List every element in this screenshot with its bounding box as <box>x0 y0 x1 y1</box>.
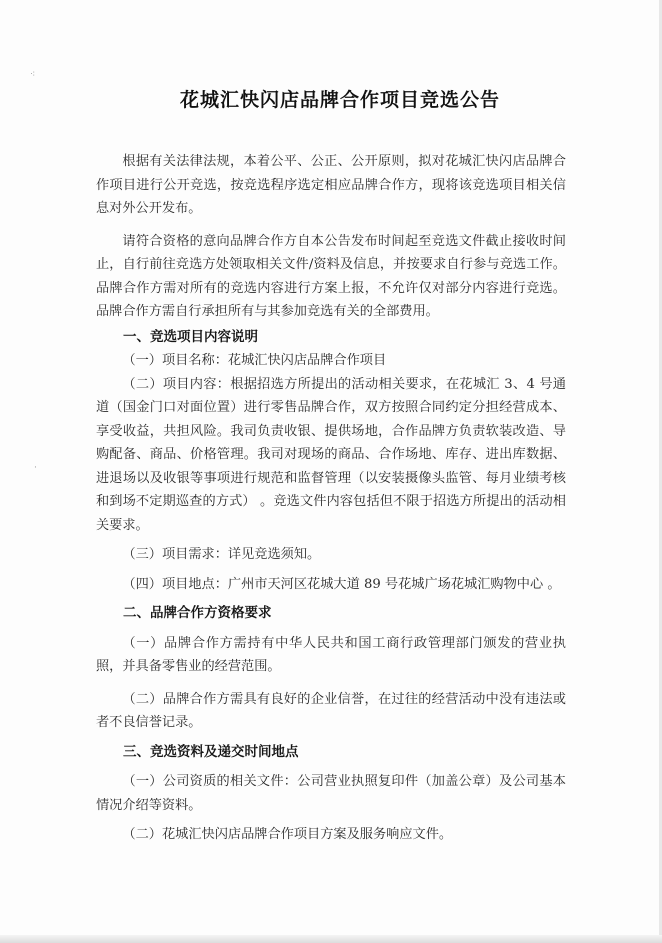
item-project-content: （二）项目内容：根据招选方所提出的活动相关要求，在花城汇 3、4 号通道（国金门口对面位置）进行零售品牌合作，双方按照合同约定分担经营成本、享受收益，共担风险。我司负责收银、提供场地，合作品牌方负责软装改造、导购配备、商品、价格管理。我司对现场的商品、合作场地、库存、进出库数据、进退场以及收银等事项进行规范和监督管理（以安装摄像头监管、每月业绩考核和到场不定期巡查的方式） 。竞选文件内容包括但不限于招选方所提出的活动相关要求。 <box>96 376 566 533</box>
document-body <box>96 150 566 847</box>
item-qualification-credit: （二）品牌合作方需具有良好的企业信誉，在过往的经营活动中没有违法或者不良信誉记录。 <box>96 691 566 730</box>
section-heading-2: 二、品牌合作方资格要求 <box>123 605 272 621</box>
paragraph-intro: 根据有关法律法规，本着公平、公正、公开原则，拟对花城汇快闪店品牌合作项目进行公开竞选，按竞选程序选定相应品牌合作方，现将该竞选项目相关信息对外公开发布。 <box>96 154 566 216</box>
item-project-location: （四）项目地点：广州市天河区花城大道 89 号花城广场花城汇购物中心 。 <box>122 576 561 592</box>
document-title: 花城汇快闪店品牌合作项目竞选公告 <box>179 89 500 111</box>
item-qualification-license: （一）品牌合作方需持有中华人民共和国工商行政管理部门颁发的营业执照，并具备零售业的经营范围。 <box>96 635 566 674</box>
section-heading-3: 三、竞选资料及递交时间地点 <box>123 743 299 760</box>
item-materials-documents: （一）公司资质的相关文件：公司营业执照复印件（加盖公章）及公司基本情况介绍等资料。 <box>96 774 566 813</box>
item-project-name: （一）项目名称：花城汇快闪店品牌合作项目 <box>122 353 387 368</box>
scan-speck: · <box>34 463 37 473</box>
page-bottom-edge <box>0 935 662 943</box>
paragraph-notice: 请符合资格的意向品牌合作方自本公告发布时间起至竞选文件截止接收时间止，自行前往竞选方处领取相关文件/资料及信息，并按要求自行参与竞选工作。品牌合作方需对所有的竞选内容进行方案上报，不允许仅对部分内容进行竞选。品牌合作方需自行承担所有与其参加竞选有关的全部费用。 <box>96 233 566 319</box>
section-heading-1: 一、竞选项目内容说明 <box>123 328 258 345</box>
item-materials-proposal: （二）花城汇快闪店品牌合作项目方案及服务响应文件。 <box>122 827 453 842</box>
item-project-requirement: （三）项目需求：详见竞选须知。 <box>122 547 321 562</box>
scan-speck: ⁖ <box>30 70 36 80</box>
